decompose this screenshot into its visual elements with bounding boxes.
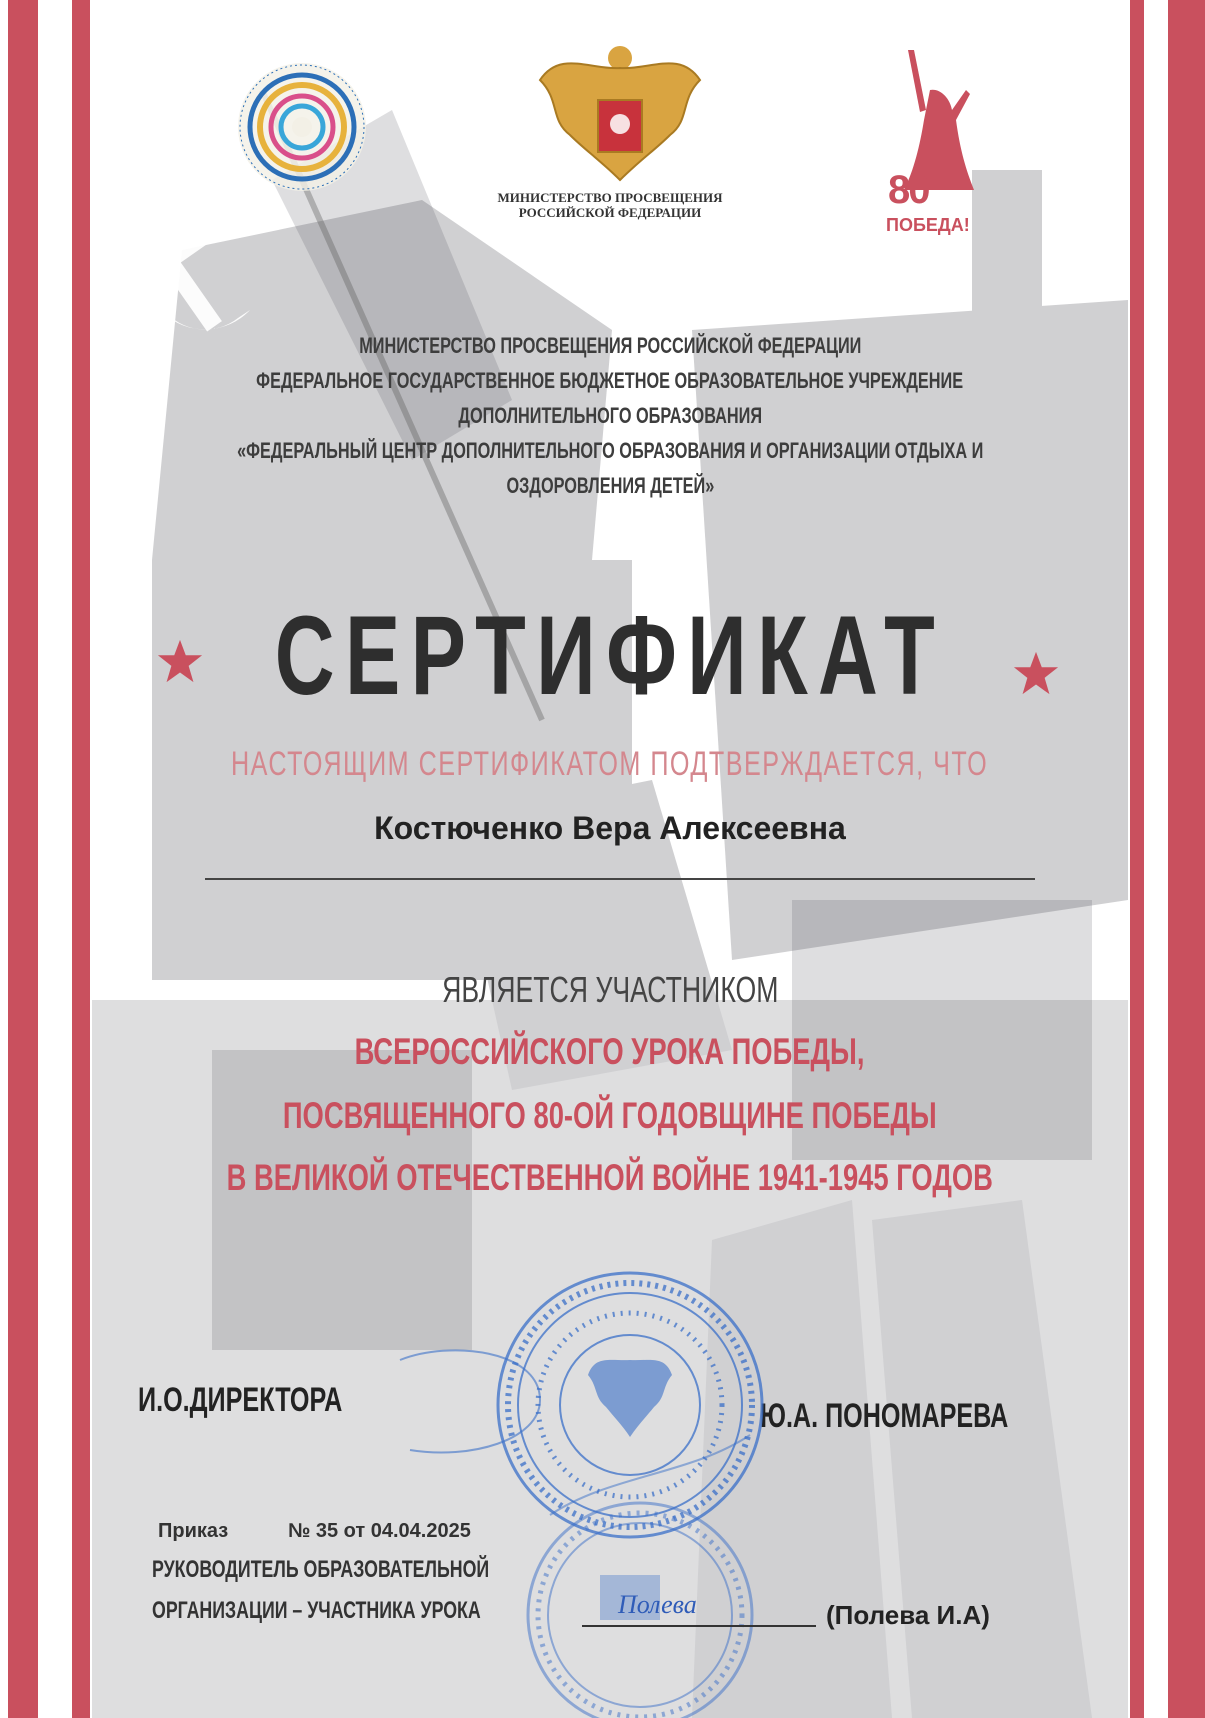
order-label: Приказ xyxy=(158,1520,229,1542)
org-line-3: ДОПОЛНИТЕЛЬНОГО ОБРАЗОВАНИЯ xyxy=(458,403,762,428)
director-name: Ю.А. ПОНОМАРЕВА xyxy=(760,1397,1009,1435)
org-line-1: МИНИСТЕРСТВО ПРОСВЕЩЕНИЯ РОССИЙСКОЙ ФЕДЕРАЦИИ xyxy=(358,333,862,358)
org-line-2: ФЕДЕРАЛЬНОЕ ГОСУДАРСТВЕННОЕ БЮДЖЕТНОЕ ОБРАЗОВАТЕЛЬНОЕ УЧРЕЖДЕНИЕ xyxy=(256,368,964,393)
ministry-caption-line2: РОССИЙСКОЙ ФЕДЕРАЦИИ xyxy=(518,205,702,220)
head-title-line-2: ОРГАНИЗАЦИИ – УЧАСТНИКА УРОКА xyxy=(152,1597,481,1624)
recipient-name: Костюченко Вера Алексеевна xyxy=(374,810,846,846)
red-star-icon xyxy=(1012,650,1060,698)
org-line-4: «ФЕДЕРАЛЬНЫЙ ЦЕНТР ДОПОЛНИТЕЛЬНОГО ОБРАЗОВАНИЯ И ОРГАНИЗАЦИИ ОТДЫХА И xyxy=(236,438,984,463)
director-title: И.О.ДИРЕКТОРА xyxy=(138,1381,343,1419)
left-red-border-inner xyxy=(72,0,90,1718)
event-line-2: ПОСВЯЩЕННОГО 80-ОЙ ГОДОВЩИНЕ ПОБЕДЫ xyxy=(283,1095,937,1136)
right-red-border xyxy=(1168,0,1205,1718)
russian-eagle-emblem xyxy=(530,40,710,190)
name-underline xyxy=(205,878,1035,880)
victory-80-logo xyxy=(880,50,990,250)
certificate-title: СЕРТИФИКАТ xyxy=(274,593,946,718)
participant-text: ЯВЛЯЕТСЯ УЧАСТНИКОМ xyxy=(441,969,779,1010)
head-signature: Полева xyxy=(618,1590,697,1619)
event-line-3: В ВЕЛИКОЙ ОТЕЧЕСТВЕННОЙ ВОЙНЕ 1941-1945 ГОДОВ xyxy=(226,1157,994,1198)
fcdo-spiral-logo xyxy=(235,60,370,195)
head-title-line-1: РУКОВОДИТЕЛЬ ОБРАЗОВАТЕЛЬНОЙ xyxy=(152,1556,490,1583)
order-number: № 35 от 04.04.2025 xyxy=(288,1520,471,1542)
head-signature-line xyxy=(582,1625,816,1627)
victory-logo-number: 80 xyxy=(888,168,929,212)
left-red-border xyxy=(8,0,38,1718)
head-name: (Полева И.А) xyxy=(826,1600,990,1630)
confirm-text: НАСТОЯЩИМ СЕРТИФИКАТОМ ПОДТВЕРЖДАЕТСЯ, ЧТО xyxy=(231,745,989,783)
ministry-caption-line1: МИНИСТЕРСТВО ПРОСВЕЩЕНИЯ xyxy=(497,190,723,205)
director-signature-stroke xyxy=(390,1340,550,1460)
victory-logo-text: ПОБЕДА! xyxy=(886,215,970,235)
event-line-1: ВСЕРОССИЙСКОГО УРОКА ПОБЕДЫ, xyxy=(355,1031,865,1072)
right-red-border-inner xyxy=(1130,0,1144,1718)
org-line-5: ОЗДОРОВЛЕНИЯ ДЕТЕЙ» xyxy=(506,473,714,498)
